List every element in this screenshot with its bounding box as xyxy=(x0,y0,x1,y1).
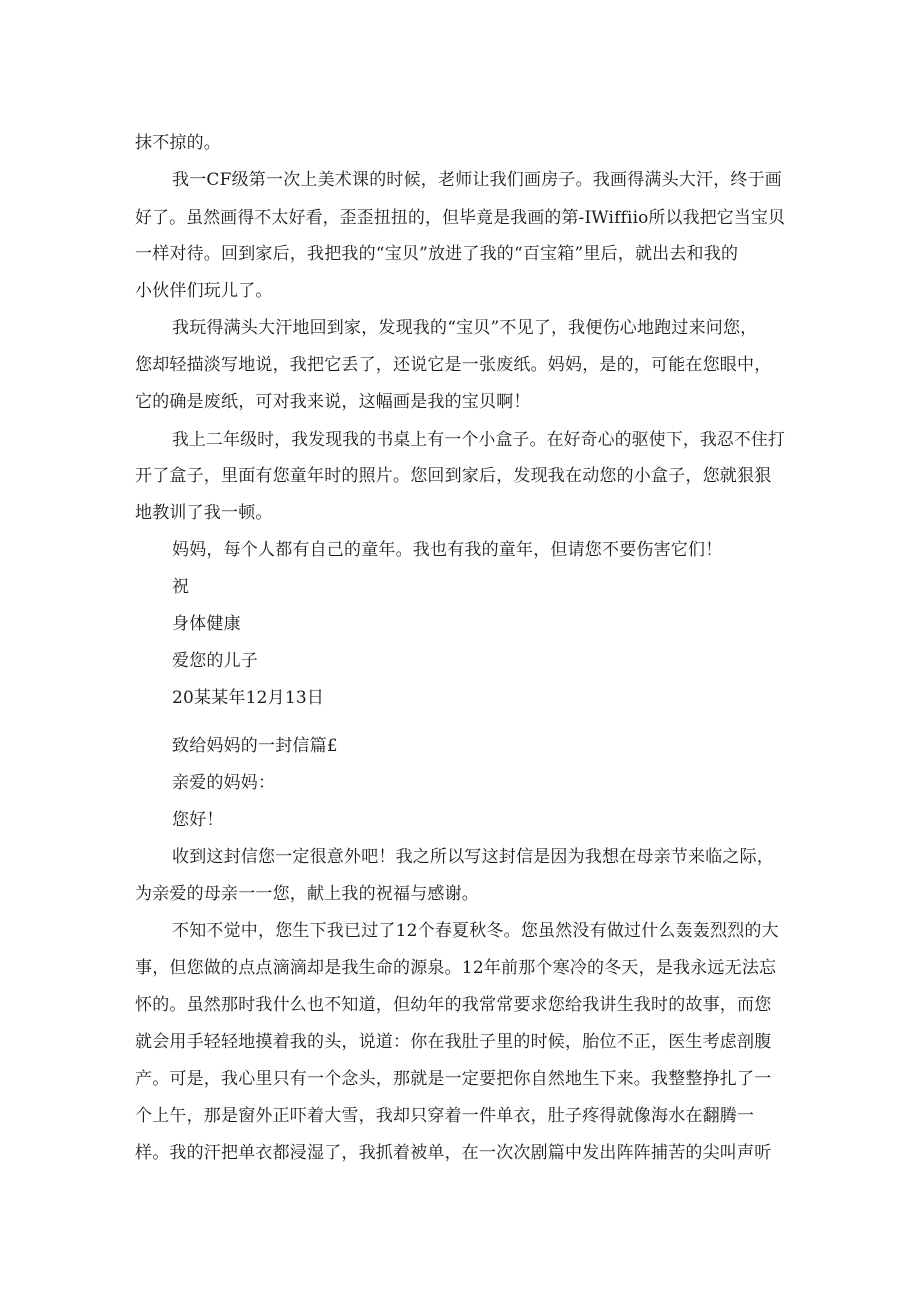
text-line: 它的确是废纸，可对我来说，这幅画是我的宝贝啊！ xyxy=(135,392,531,412)
text-line: 怀的。虽然那时我什么也不知道，但幼年的我常常要求您给我讲生我时的故事，而您 xyxy=(135,995,772,1015)
text-line: 产。可是，我心里只有一个念头，那就是一定要把你自然地生下来。我整整挣扎了一 xyxy=(135,1069,772,1089)
text-line: 我玩得满头大汗地回到家，发现我的“宝贝”不见了，我便伤心地跑过来问您， xyxy=(172,318,758,338)
text-line: 您却轻描淡写地说，我把它丢了，还说它是一张废纸。妈妈，是的，可能在您眼中， xyxy=(135,355,772,375)
text-line: 为亲爱的母亲一一您，献上我的祝福与感谢。 xyxy=(135,884,479,904)
text-line: 身体健康 xyxy=(172,614,241,634)
text-line: 事，但您做的点点滴滴却是我生命的源泉。12年前那个寒冷的冬天，是我永远无法忘 xyxy=(135,958,777,978)
text-line: 样。我的汗把单衣都浸湿了，我抓着被单，在一次次剧篇中发出阵阵捕苦的尖叫声听 xyxy=(135,1143,772,1163)
greeting: 您好！ xyxy=(172,810,224,830)
text-line: 不知不觉中，您生下我已过了12个春夏秋冬。您虽然没有做过什么轰轰烈烈的大 xyxy=(172,921,779,941)
text-line: 爱您的儿子 xyxy=(172,651,258,671)
text-line: 就会用手轻轻地摸着我的头，说道：你在我肚子里的时候，胎位不正，医生考虑剖腹 xyxy=(135,1032,772,1052)
salutation: 亲爱的妈妈： xyxy=(172,773,276,793)
text-line: 抹不掠的。 xyxy=(135,133,221,153)
text-line: 我一CF级第一次上美术课的时候，老师让我们画房子。我画得满头大汗，终于画 xyxy=(172,170,783,190)
text-line: 开了盒子，里面有您童年时的照片。您回到家后，发现我在动您的小盒子，您就狠狠 xyxy=(135,466,772,486)
text-line: 我上二年级时，我发现我的书桌上有一个小盒子。在好奇心的驱使下，我忍不住打 xyxy=(172,429,786,449)
text-line: 好了。虽然画得不太好看，歪歪扭扭的，但毕竟是我画的第-IWiffiio所以我把它当宝贝 xyxy=(135,207,786,227)
text-line: 收到这封信您一定很意外吧！我之所以写这封信是因为我想在母亲节来临之际， xyxy=(172,847,774,867)
text-line: 一样对待。回到家后，我把我的“宝贝”放进了我的“百宝箱”里后，就出去和我的 xyxy=(135,244,739,264)
text-line: 妈妈，每个人都有自己的童年。我也有我的童年，但请您不要伤害它们！ xyxy=(172,540,723,560)
date-line: 20某某年12月13日 xyxy=(172,688,325,708)
text-line: 小伙伴们玩儿了。 xyxy=(135,281,273,301)
text-line: 地教训了我一顿。 xyxy=(135,503,273,523)
text-line: 个上午，那是窗外正吓着大雪，我却只穿着一件单衣，肚子疼得就像海水在翻腾一 xyxy=(135,1106,755,1126)
section-title: 致给妈妈的一封信篇£ xyxy=(172,736,338,756)
text-line: 祝 xyxy=(172,577,190,597)
